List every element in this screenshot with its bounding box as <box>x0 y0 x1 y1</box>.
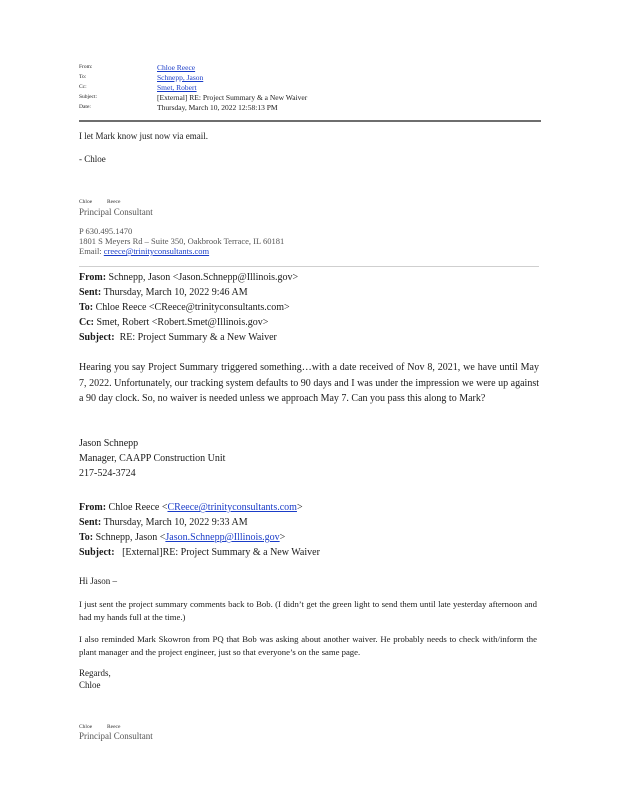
msg2-subject-label: Subject: <box>79 547 115 558</box>
signature2-first-name: Chloe <box>79 724 93 730</box>
msg1-subject-label: Subject: <box>79 332 115 343</box>
msg1-to: Chloe Reece <CReece@trinityconsultants.com> <box>95 302 290 313</box>
msg1-sig-phone: 217-524-3724 <box>79 468 136 479</box>
msg2-sent: Thursday, March 10, 2022 9:33 AM <box>103 517 248 528</box>
header-date-label: Date: <box>79 104 91 110</box>
signature-email-row <box>79 246 209 256</box>
msg1-body: Hearing you say Project Summary triggered something…with a date received of Nov 8, 2021, we have until May 7, 2022. Unfortunately, our tracking system defaults to 90 days and I was under the impression we were up against a 90 day clock. So, no waiver is needed unless we approach May 7. Can you pass this along to Mark? <box>79 362 539 404</box>
msg1-subject-row <box>79 330 298 345</box>
msg1-sent-label: Sent: <box>79 287 102 298</box>
msg2-to-end: > <box>279 532 286 543</box>
signature2-last-name: Reece <box>107 724 121 730</box>
msg2-from-email-link[interactable]: CReece@trinityconsultants.com <box>167 502 297 513</box>
msg1-cc-label: Cc: <box>79 317 94 328</box>
signature-title: Principal Consultant <box>79 207 153 217</box>
signature-address: 1801 S Meyers Rd – Suite 350, Oakbrook Terrace, IL 60181 <box>79 236 285 246</box>
msg1-to-row <box>79 300 298 315</box>
msg1-cc: Smet, Robert <Robert.Smet@Illinois.gov> <box>96 317 269 328</box>
msg2-from-name: Chloe Reece < <box>108 502 168 513</box>
header-from-label: From: <box>79 64 93 70</box>
msg2-to-row <box>79 530 320 545</box>
message-divider <box>79 266 539 267</box>
header-cc-link[interactable]: Smet, Robert <box>157 83 197 92</box>
signature-last-name: Reece <box>107 199 121 205</box>
msg1-from-row <box>79 270 298 285</box>
msg2-to-label: To: <box>79 532 94 543</box>
msg2-from-end: > <box>296 502 303 513</box>
header-subject-label: Subject: <box>79 94 98 100</box>
msg2-to-name: Schnepp, Jason < <box>95 532 166 543</box>
signature2-title: Principal Consultant <box>79 731 153 741</box>
signature-email-label: Email: <box>79 246 102 256</box>
msg1-to-label: To: <box>79 302 94 313</box>
header-date: Thursday, March 10, 2022 12:58:13 PM <box>157 103 278 112</box>
msg1-sent-row <box>79 285 298 300</box>
msg2-greeting: Hi Jason – <box>79 576 117 586</box>
reply-signoff: - Chloe <box>79 154 106 164</box>
msg2-sent-row <box>79 515 320 530</box>
header-subject: [External] RE: Project Summary & a New Waiver <box>157 93 308 102</box>
signature-email-link[interactable]: creece@trinityconsultants.com <box>103 246 210 256</box>
reply-line: I let Mark know just now via email. <box>79 131 208 141</box>
msg2-name: Chloe <box>79 680 101 690</box>
header-divider <box>79 120 541 122</box>
msg2-sent-label: Sent: <box>79 517 102 528</box>
signature-first-name: Chloe <box>79 199 93 205</box>
msg1-sig-name: Jason Schnepp <box>79 438 139 449</box>
msg2-paragraph-1: I just sent the project summary comments back to Bob. (I didn’t get the green light to send them until late yesterday afternoon and had my hands full at the time.) <box>79 599 537 622</box>
header-to-label: To: <box>79 74 87 80</box>
msg2-from-row <box>79 500 320 515</box>
msg2-to-email-link[interactable]: Jason.Schnepp@Illinois.gov <box>165 532 280 543</box>
msg2-regards: Regards, <box>79 668 111 678</box>
msg2-headers <box>79 500 320 560</box>
msg1-sig-title: Manager, CAAPP Construction Unit <box>79 453 226 464</box>
msg1-sent: Thursday, March 10, 2022 9:46 AM <box>103 287 248 298</box>
msg2-subject: [External]RE: Project Summary & a New Waiver <box>122 547 320 558</box>
msg1-headers <box>79 270 298 345</box>
header-from-link[interactable]: Chloe Reece <box>157 63 196 72</box>
msg1-cc-row <box>79 315 298 330</box>
msg2-from-label: From: <box>79 502 107 513</box>
msg1-signature <box>79 436 225 481</box>
msg1-subject: RE: Project Summary & a New Waiver <box>119 332 277 343</box>
msg2-subject-row <box>79 545 320 560</box>
msg2-paragraph-2: I also reminded Mark Skowron from PQ that Bob was asking about another waiver. He probably needs to check with/inform the plant manager and the project engineer, just so that everyone’s on the same page. <box>79 634 537 657</box>
signature-phone: P 630.495.1470 <box>79 226 133 236</box>
header-cc-label: Cc: <box>79 84 87 90</box>
msg1-from-label: From: <box>79 272 107 283</box>
header-to-link[interactable]: Schnepp, Jason <box>157 73 204 82</box>
msg1-from: Schnepp, Jason <Jason.Schnepp@Illinois.gov> <box>108 272 299 283</box>
